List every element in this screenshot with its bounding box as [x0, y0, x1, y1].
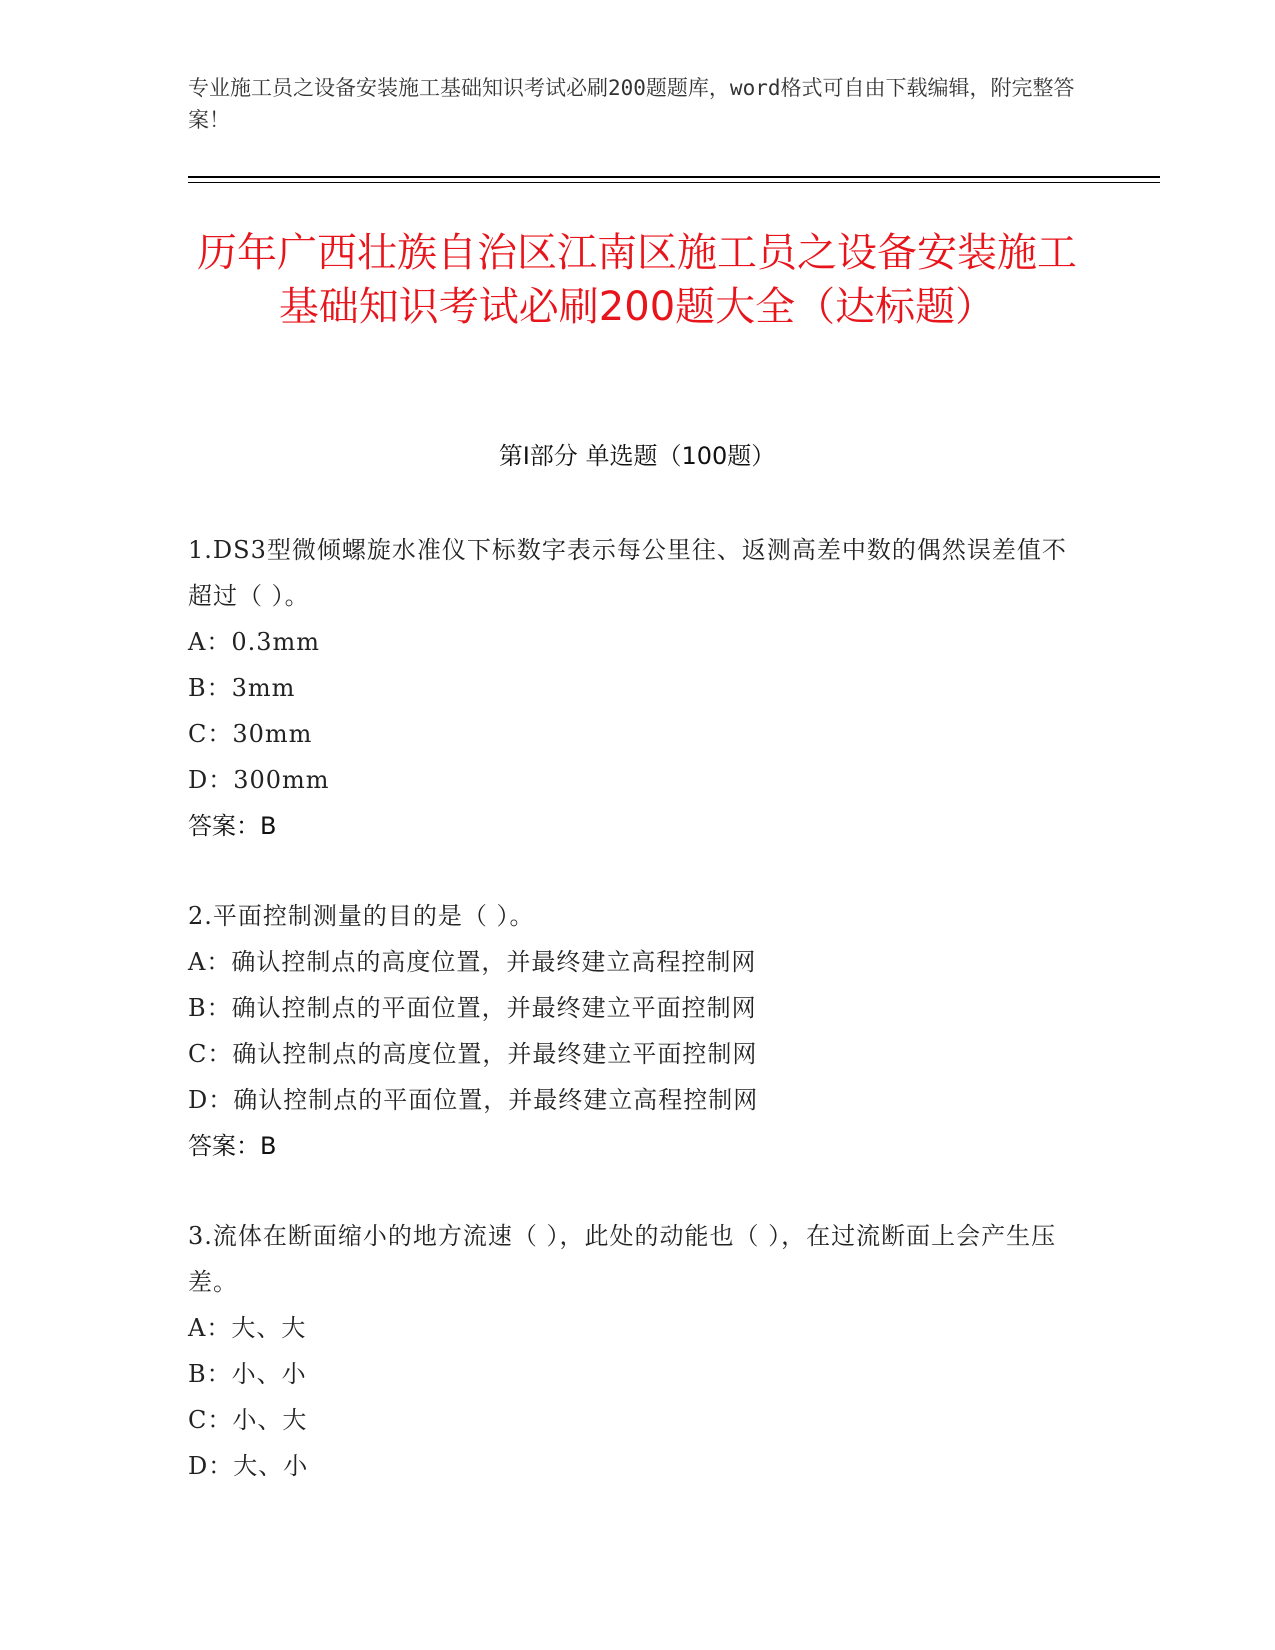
answer: 答案：B: [188, 1132, 277, 1160]
option-d: D：大、小: [188, 1452, 309, 1480]
option-c: C：确认控制点的高度位置，并最终建立平面控制网: [188, 1040, 758, 1068]
option-a: A：0.3mm: [188, 628, 321, 656]
option-c: C：小、大: [188, 1406, 308, 1434]
header-divider-thick: [188, 176, 1160, 178]
question-stem: 2.平面控制测量的目的是（ ）。: [188, 902, 535, 930]
option-a: A：确认控制点的高度位置，并最终建立高程控制网: [188, 948, 757, 976]
question-2: [188, 893, 1088, 1169]
option-b: B：确认控制点的平面位置，并最终建立平面控制网: [188, 994, 757, 1022]
question-3: [188, 1213, 1088, 1489]
header-divider-thin: [188, 182, 1160, 183]
document-title: 历年广西壮族自治区江南区施工员之设备安装施工基础知识考试必刷200题大全（达标题）: [197, 230, 1077, 330]
option-d: D：300mm: [188, 766, 330, 794]
option-a: A：大、大: [188, 1314, 307, 1342]
question-stem: 1.DS3型微倾螺旋水准仪下标数字表示每公里往、返测高差中数的偶然误差值不超过（ ）。: [188, 536, 1067, 610]
option-b: B：小、小: [188, 1360, 307, 1388]
option-d: D：确认控制点的平面位置，并最终建立高程控制网: [188, 1086, 759, 1114]
question-1: [188, 527, 1088, 849]
option-c: C：30mm: [188, 720, 313, 748]
question-stem: 3.流体在断面缩小的地方流速（ ），此处的动能也（ ），在过流断面上会产生压差。: [188, 1222, 1057, 1296]
answer: 答案：B: [188, 812, 277, 840]
option-b: B：3mm: [188, 674, 296, 702]
section-heading: 第Ⅰ部分 单选题（100题）: [498, 442, 776, 470]
header-note: 专业施工员之设备安装施工基础知识考试必刷200题题库，word格式可自由下载编辑，附完整答案！: [188, 76, 1075, 132]
